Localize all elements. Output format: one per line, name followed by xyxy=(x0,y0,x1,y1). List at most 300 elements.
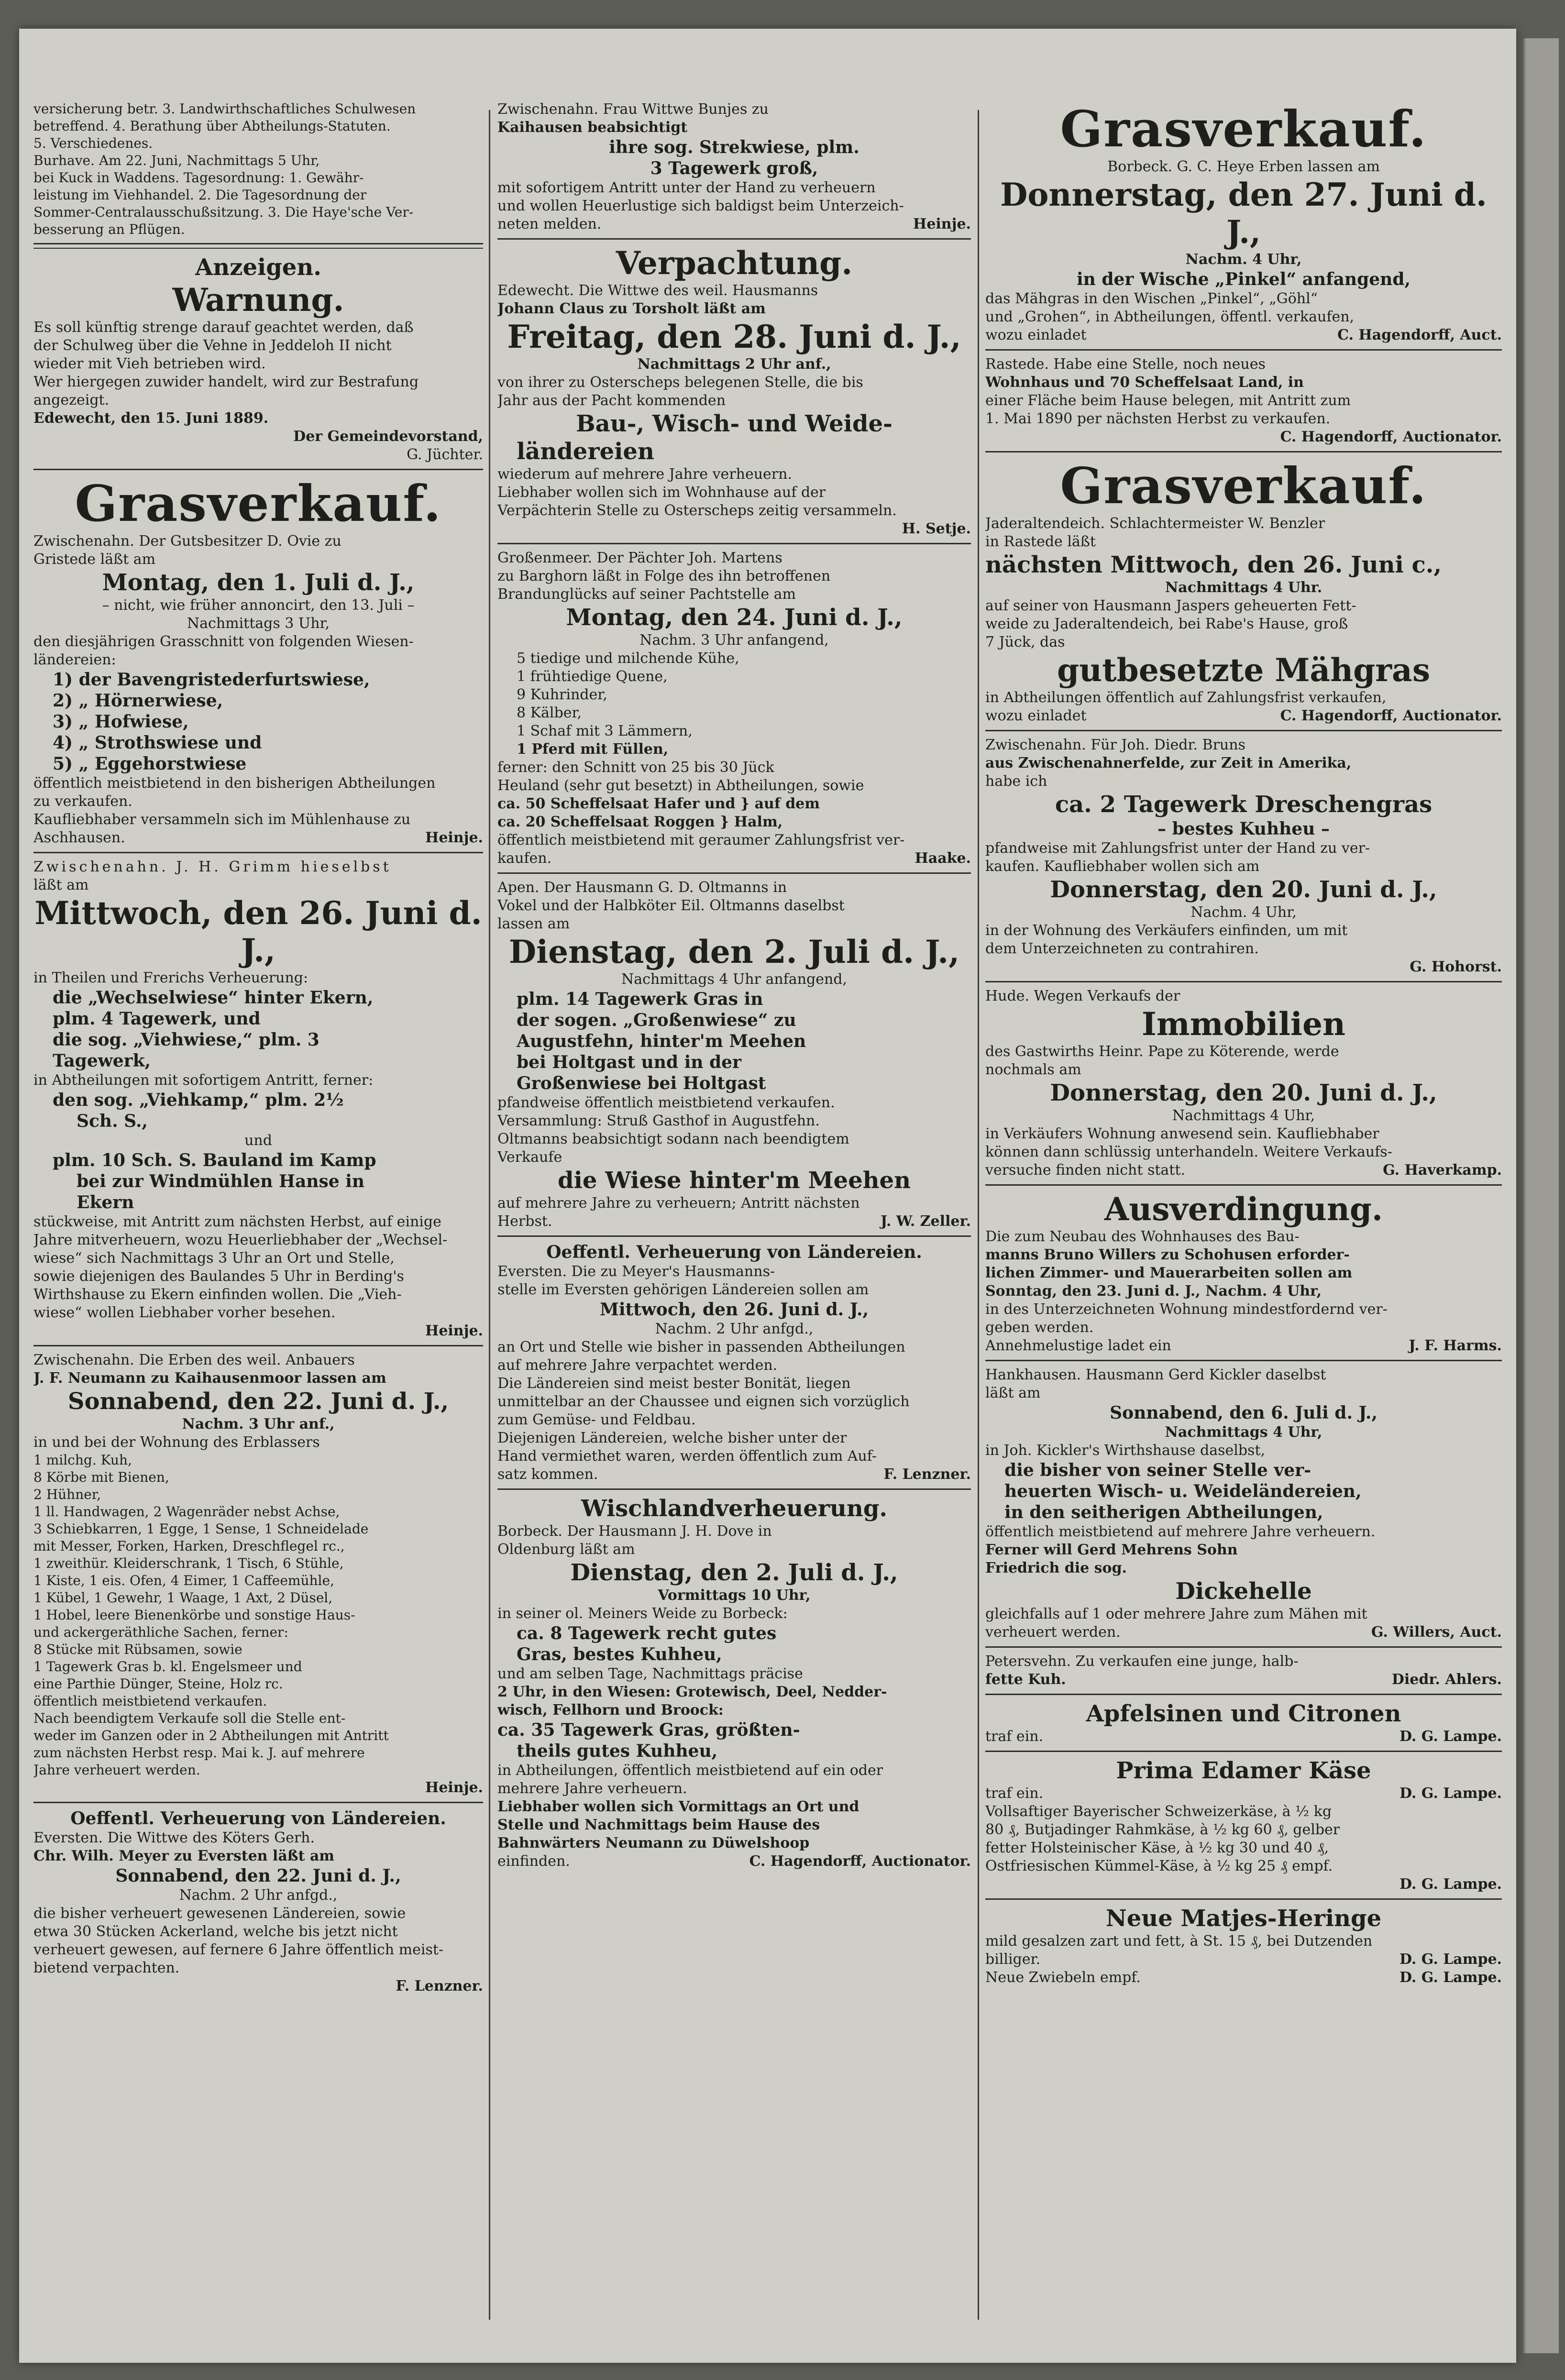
signature: Heinje. xyxy=(913,216,971,232)
text-line: lichen Zimmer- und Mauerarbeiten sollen am xyxy=(985,1265,1353,1281)
text-line: Jahr aus der Pacht kommenden xyxy=(497,392,726,409)
ad-heading: Grasverkauf. xyxy=(1060,456,1427,515)
text-line: unmittelbar an der Chaussee und eignen sich vorzüglich xyxy=(497,1393,910,1410)
signature-line xyxy=(985,1671,1502,1689)
ad-verpachtung xyxy=(497,244,971,538)
divider xyxy=(33,1345,483,1346)
divider xyxy=(33,469,483,470)
text-line: versicherung betr. 3. Landwirthschaftliches Schulwesen xyxy=(33,101,416,117)
text-line: wiese“ wollen Liebhaber vorher besehen. xyxy=(33,1304,336,1321)
text-line: Zwischenahn. Die Erben des weil. Anbauers xyxy=(33,1352,355,1368)
event-date: Montag, den 1. Juli d. J., xyxy=(102,569,415,596)
signature: G. Hohorst. xyxy=(1410,959,1502,975)
bold-line: heuerten Wisch- u. Weideländereien, xyxy=(1004,1481,1362,1501)
text-line: in und bei der Wohnung des Erblassers xyxy=(33,1434,320,1451)
signature: Diedr. Ahlers. xyxy=(1391,1671,1502,1688)
text-line: der Schulweg über die Vehne in Jeddeloh II nicht xyxy=(33,337,392,354)
list-item: 1 Hobel, leere Bienenkörbe und sonstige Haus- xyxy=(33,1607,355,1623)
text-line: Verpächterin Stelle zu Osterscheps zeitig versammeln. xyxy=(497,502,897,519)
event-date: Sonnabend, den 6. Juli d. J., xyxy=(1110,1403,1378,1423)
divider xyxy=(497,872,971,874)
ad-kaese xyxy=(985,1757,1502,1894)
bold-line: Augustfehn, hinter'm Meehen xyxy=(517,1031,806,1051)
text-line: Borbeck. Der Hausmann J. H. Dove in xyxy=(497,1523,772,1540)
text-line: Eversten. Die zu Meyer's Hausmanns- xyxy=(497,1263,775,1280)
text-line: Sommer-Centralausschußsitzung. 3. Die Haye'sche Ver- xyxy=(33,204,414,220)
divider xyxy=(985,1694,1502,1695)
text-line: auf seiner von Hausmann Jaspers geheuerten Fett- xyxy=(985,597,1356,614)
text-line: Brandunglücks auf seiner Pachtstelle am xyxy=(497,586,796,603)
text-line: Vollsaftiger Bayerischer Schweizerkäse, à ½ kg xyxy=(985,1803,1332,1820)
bold-line: plm. 4 Tagewerk, und xyxy=(53,1009,261,1029)
list-item: 8 Körbe mit Bienen, xyxy=(33,1469,169,1485)
bold-line: die bisher von seiner Stelle ver- xyxy=(1004,1460,1312,1480)
text-line: Sonntag, den 23. Juni d. J., Nachm. 4 Uhr, xyxy=(985,1283,1322,1300)
list-item: 1 frühtiedige Quene, xyxy=(517,668,668,685)
text-line: dem Unterzeichneten zu contrahiren. xyxy=(985,940,1259,957)
text-line: Vokel und der Halbköter Eil. Oltmanns daselbst xyxy=(497,897,845,914)
bold-line: theils gutes Kuhheu, xyxy=(517,1741,718,1761)
text-line: Annehmelustige ladet ein xyxy=(985,1337,1171,1354)
list-item: Nach beendigtem Verkaufe soll die Stelle ent- xyxy=(33,1710,346,1726)
text-line: und am selben Tage, Nachmittags präcise xyxy=(497,1665,803,1682)
text-line: in Abtheilungen mit sofortigem Antritt, ferner: xyxy=(33,1072,374,1089)
text-line: die bisher verheuert gewesenen Ländereien, sowie xyxy=(33,1905,406,1922)
event-date: Montag, den 24. Juni d. J., xyxy=(566,604,903,631)
text-line: und „Grohen“, in Abtheilungen, öffentl. verkaufen, xyxy=(985,309,1355,325)
divider xyxy=(985,1646,1502,1648)
bold-line: ca. 8 Tagewerk recht gutes xyxy=(517,1623,777,1643)
text-line: Burhave. Am 22. Juni, Nachmittags 5 Uhr, xyxy=(33,153,320,168)
list-item: 2 Hühner, xyxy=(33,1487,101,1502)
list-item: 1 Kübel, 1 Gewehr, 1 Waage, 1 Axt, 2 Düsel, xyxy=(33,1590,333,1606)
ad-grasverkauf-ovie xyxy=(33,475,483,847)
text-line: öffentlich meistbietend auf mehrere Jahre verheuern. xyxy=(985,1523,1376,1540)
signature: J. F. Harms. xyxy=(1409,1337,1502,1354)
divider xyxy=(33,852,483,853)
text-line: Edewecht. Die Wittwe des weil. Hausmanns xyxy=(497,282,818,299)
bold-line: bei zur Windmühlen Hanse in xyxy=(77,1171,365,1191)
list-item: 1 ll. Handwagen, 2 Wagenräder nebst Achse, xyxy=(33,1504,340,1520)
bold-line: ihre sog. Strekwiese, plm. xyxy=(609,137,860,157)
event-time: Nachm. 4 Uhr, xyxy=(1190,904,1297,921)
signature: D. G. Lampe. xyxy=(1399,1785,1502,1802)
text-line: 80 ₰, Butjadinger Rahmkäse, à ½ kg 60 ₰, gelber xyxy=(985,1821,1340,1838)
agenda-continuation xyxy=(33,100,483,238)
text-line: in Theilen und Frerichs Verheuerung: xyxy=(33,970,309,986)
list-item: 1 Pferd mit Füllen, xyxy=(517,741,669,758)
bold-line: Ekern xyxy=(77,1192,134,1212)
text-line: wozu einladet xyxy=(985,707,1087,724)
place: Aschhausen. xyxy=(33,829,125,846)
bold-line: Bau-, Wisch- und Weide- xyxy=(576,410,893,437)
list-item: 1 Tagewerk Gras b. kl. Engelsmeer und xyxy=(33,1659,302,1675)
text-line: und xyxy=(244,1132,272,1149)
ad-oltmanns xyxy=(497,879,971,1231)
text-line: Apen. Der Hausmann G. D. Oltmanns in xyxy=(497,879,787,896)
text-line: Heuland (sehr gut besetzt) in Abtheilungen, sowie xyxy=(497,777,864,794)
ad-heading: Grasverkauf. xyxy=(1060,100,1427,158)
bold-line: in der Wische „Pinkel“ anfangend, xyxy=(1076,269,1411,289)
bold-line: – bestes Kuhheu – xyxy=(1157,819,1330,839)
text-line: mit sofortigem Antritt unter der Hand zu verheuern xyxy=(497,179,876,196)
ad-kickler xyxy=(985,1366,1502,1642)
text-line: wiederum auf mehrere Jahre verheuern. xyxy=(497,466,792,483)
bold-line: die Wiese hinter'm Meehen xyxy=(558,1167,911,1194)
event-time: Nachmittags 4 Uhr anfangend, xyxy=(621,971,848,988)
divider xyxy=(497,238,971,240)
text-line: in Abtheilungen öffentlich auf Zahlungsfrist verkaufen, xyxy=(985,689,1387,706)
bold-line: Großenwiese bei Holtgast xyxy=(517,1073,766,1093)
text-line: billiger. xyxy=(985,1951,1041,1968)
column-3 xyxy=(985,100,1502,2339)
text-line: Es soll künftig strenge darauf geachtet werden, daß xyxy=(33,319,414,336)
event-time: Nachmittags 2 Uhr anf., xyxy=(637,356,831,373)
text-line: mehrere Jahre verheuern. xyxy=(497,1780,687,1797)
list-item: 8 Kälber, xyxy=(517,705,582,721)
event-time: Nachmittags 3 Uhr, xyxy=(187,615,330,632)
signature-line xyxy=(985,1969,1502,1987)
signature: G. Willers, Auct. xyxy=(1371,1624,1502,1641)
text-line: wisch, Fellhorn und Broock: xyxy=(497,1702,724,1719)
text-line: zum Gemüse- und Feldbau. xyxy=(497,1411,696,1428)
list-item: öffentlich meistbietend verkaufen. xyxy=(33,1693,267,1709)
event-time: Nachmittags 4 Uhr, xyxy=(1165,1424,1323,1441)
event-date: Mittwoch, den 26. Juni d. J., xyxy=(599,1300,869,1320)
text-line: verheuert werden. xyxy=(985,1624,1121,1641)
signature-line xyxy=(985,326,1502,344)
ad-neumann xyxy=(33,1351,483,1797)
bold-line: ca. 2 Tagewerk Dreschengras xyxy=(1055,791,1433,818)
signature: F. Lenzner. xyxy=(883,1466,971,1483)
text-line: fetter Holsteinischer Käse, à ½ kg 30 und 40 ₰, xyxy=(985,1840,1329,1856)
text-line: Ferner will Gerd Mehrens Sohn xyxy=(985,1542,1238,1558)
text-line: Wer hiergegen zuwider handelt, wird zur Bestrafung xyxy=(33,374,419,390)
text-line: einfinden. xyxy=(497,1853,570,1870)
divider xyxy=(985,1751,1502,1752)
text-line: Petersvehn. Zu verkaufen eine junge, halb- xyxy=(985,1653,1299,1670)
text-line: zu verkaufen. xyxy=(33,793,132,810)
divider xyxy=(497,543,971,544)
event-date: Dienstag, den 2. Juli d. J., xyxy=(508,933,960,970)
ad-warnung xyxy=(33,281,483,464)
ad-heading: Oeffentl. Verheuerung von Ländereien. xyxy=(70,1808,446,1829)
list-item: 9 Kuhrinder, xyxy=(517,686,607,703)
bold-line: die „Wechselwiese“ hinter Ekern, xyxy=(53,988,374,1008)
text-line: geben werden. xyxy=(985,1319,1094,1336)
text-line: mild gesalzen zart und fett, à St. 15 ₰, bei Dutzenden xyxy=(985,1933,1373,1950)
bold-line: Tagewerk, xyxy=(53,1051,151,1071)
text-line: besserung an Pflügen. xyxy=(33,221,185,237)
text-line: Friedrich die sog. xyxy=(985,1560,1127,1576)
divider xyxy=(985,1898,1502,1900)
signature: Heinje. xyxy=(425,829,483,846)
ad-heading: Ausverdingung. xyxy=(1104,1190,1383,1228)
event-date: Donnerstag, den 20. Juni d. J., xyxy=(1050,1080,1437,1106)
signature: H. Setje. xyxy=(902,520,971,537)
text-line: Wirthshause zu Ekern einfinden wollen. Die „Vieh- xyxy=(33,1286,402,1303)
ad-heading: Neue Matjes-Heringe xyxy=(1105,1905,1382,1932)
text-line: nochmals am xyxy=(985,1061,1081,1078)
text-line: Oltmanns beabsichtigt sodann nach beendigtem xyxy=(497,1131,849,1147)
text-line: Zwischenahn. Frau Wittwe Bunjes zu xyxy=(497,101,769,118)
text-line: auf mehrere Jahre zu verheuern; Antritt nächsten xyxy=(497,1195,860,1212)
ad-heading: Oeffentl. Verheuerung von Ländereien. xyxy=(546,1242,922,1262)
list-item: 1 zweithür. Kleiderschrank, 1 Tisch, 6 Stühle, xyxy=(33,1555,344,1571)
text-line: an Ort und Stelle wie bisher in passenden Abtheilungen xyxy=(497,1339,905,1355)
text-line: Herbst. xyxy=(497,1213,552,1230)
text-line: in des Unterzeichneten Wohnung mindestfordernd ver- xyxy=(985,1301,1388,1318)
text-line: des Gastwirths Heinr. Pape zu Köterende, werde xyxy=(985,1043,1339,1060)
signature: D. G. Lampe. xyxy=(1399,1728,1502,1745)
event-time: Nachm. 2 Uhr anfgd., xyxy=(179,1887,338,1904)
ad-wischland xyxy=(497,1495,971,1871)
ad-heading: Apfelsinen und Citronen xyxy=(1086,1700,1401,1727)
text-line: wiese“ sich Nachmittags 3 Uhr an Ort und Stelle, xyxy=(33,1250,395,1267)
text-line: satz kommen. xyxy=(497,1466,598,1483)
text-line: Wohnhaus und 70 Scheffelsaat Land, in xyxy=(985,374,1304,391)
list-item: 1 milchg. Kuh, xyxy=(33,1452,132,1468)
event-date: Dienstag, den 2. Juli d. J., xyxy=(570,1559,898,1586)
text-line: wieder mit Vieh betrieben wird. xyxy=(33,355,266,372)
list-item: Jahre verheuert werden. xyxy=(33,1762,200,1778)
ad-martens xyxy=(497,549,971,868)
signature-line xyxy=(985,1161,1502,1179)
divider xyxy=(33,243,483,249)
list-item: 4) „ Strothswiese und xyxy=(53,733,262,753)
text-line: in Rastede läßt xyxy=(985,533,1096,550)
list-item: und ackergeräthliche Sachen, ferner: xyxy=(33,1624,288,1640)
event-date: Sonnabend, den 22. Juni d. J., xyxy=(115,1866,401,1886)
text-line: kaufen. xyxy=(497,850,552,867)
bold-line: den sog. „Viehkamp,“ plm. 2½ xyxy=(53,1090,344,1110)
signature-line xyxy=(985,1337,1502,1355)
text-line: Jaderaltendeich. Schlachtermeister W. Benzler xyxy=(985,515,1325,532)
divider xyxy=(985,451,1502,452)
text-line: wozu einladet xyxy=(985,327,1087,343)
signature-line xyxy=(497,849,971,868)
list-item: 1 Schaf mit 3 Lämmern, xyxy=(517,723,693,739)
event-time: Nachm. 4 Uhr, xyxy=(1185,251,1302,268)
text-line: stelle im Eversten gehörigen Ländereien sollen am xyxy=(497,1281,869,1298)
signature-line xyxy=(985,1623,1502,1642)
ad-oeffentl-meyer xyxy=(33,1808,483,1995)
divider xyxy=(985,349,1502,351)
ad-ahlers xyxy=(985,1653,1502,1689)
text-line: Zwischenahn. J. H. Grimm hieselbst xyxy=(33,859,392,875)
text-line: einer Fläche beim Hause belegen, mit Antritt zum xyxy=(985,392,1351,409)
text-line: manns Bruno Willers zu Schohusen erforder- xyxy=(985,1246,1350,1263)
list-item: eine Parthie Dünger, Steine, Holz rc. xyxy=(33,1676,283,1692)
text-line: können dann schlüssig unterhandeln. Weitere Verkaufs- xyxy=(985,1144,1392,1160)
text-line: Neue Zwiebeln empf. xyxy=(985,1969,1141,1986)
list-item: 2) „ Hörnerwiese, xyxy=(53,691,223,711)
text-line: Gristede läßt am xyxy=(33,551,156,568)
signature: C. Hagendorff, Auct. xyxy=(1337,327,1502,343)
text-line: Kaihausen beabsichtigt xyxy=(497,119,688,136)
signature: G. Jüchter. xyxy=(407,446,483,463)
text-line: Verkaufe xyxy=(497,1149,562,1166)
text-line: in der Wohnung des Verkäufers einfinden, um mit xyxy=(985,922,1348,939)
ad-grasverkauf-benzler xyxy=(985,457,1502,725)
signature: D. G. Lampe. xyxy=(1399,1951,1502,1968)
divider xyxy=(985,1360,1502,1361)
text-line: ca. 20 Scheffelsaat Roggen } Halm, xyxy=(497,814,783,830)
event-time: Nachm. 2 Uhr anfgd., xyxy=(655,1321,814,1337)
text-line: Diejenigen Ländereien, welche bisher unter der xyxy=(497,1430,847,1446)
list-item: zum nächsten Herbst resp. Mai k. J. auf mehrere xyxy=(33,1745,365,1761)
text-line: den diesjährigen Grasschnitt von folgenden Wiesen- xyxy=(33,633,414,650)
ad-heading: Wischlandverheuerung. xyxy=(581,1495,888,1522)
text-line: Eversten. Die Wittwe des Köters Gerh. xyxy=(33,1829,315,1846)
text-line: Zwischenahn. Der Gutsbesitzer D. Ovie zu xyxy=(33,533,342,550)
bold-line: der sogen. „Großenwiese“ zu xyxy=(517,1010,796,1030)
place-date: Edewecht, den 15. Juni 1889. xyxy=(33,410,269,427)
signature: Haake. xyxy=(915,850,971,867)
divider xyxy=(497,1235,971,1237)
signature: Heinje. xyxy=(425,1322,483,1339)
text-line: Liebhaber wollen sich Vormittags an Ort und xyxy=(497,1798,860,1815)
event-date: Sonnabend, den 22. Juni d. J., xyxy=(67,1388,449,1415)
bold-line: ca. 35 Tagewerk Gras, größten- xyxy=(497,1720,800,1740)
ad-heading: Verpachtung. xyxy=(616,244,853,282)
text-line: kaufen. Kaufliebhaber wollen sich am xyxy=(985,858,1260,875)
text-line: das Mähgras in den Wischen „Pinkel“, „Göhl“ xyxy=(985,290,1318,307)
text-line: Versammlung: Struß Gasthof in Augustfehn. xyxy=(497,1113,820,1129)
text-line: in Abtheilungen, öffentlich meistbietend auf ein oder xyxy=(497,1762,883,1779)
signature: J. W. Zeller. xyxy=(880,1213,971,1230)
signature-line xyxy=(33,829,483,847)
event-time: Vormittags 10 Uhr, xyxy=(658,1587,811,1604)
column-rule xyxy=(978,110,979,2320)
signature: F. Lenzner. xyxy=(396,1978,483,1994)
text-line: aus Zwischenahnerfelde, zur Zeit in Amerika, xyxy=(985,755,1352,771)
text-line: angezeigt. xyxy=(33,392,110,408)
bold-line: bei Holtgast und in der xyxy=(517,1052,742,1072)
text-line: auf mehrere Jahre verpachtet werden. xyxy=(497,1357,778,1374)
event-time: Nachmittags 4 Uhr. xyxy=(1165,579,1323,596)
text-line: und wollen Heuerlustige sich baldigst beim Unterzeich- xyxy=(497,198,904,214)
sender: Der Gemeindevorstand, xyxy=(293,428,483,445)
ad-heading: Prima Edamer Käse xyxy=(1116,1757,1371,1784)
bold-line: Sch. S., xyxy=(77,1111,148,1131)
text-line: in seiner ol. Meiners Weide zu Borbeck: xyxy=(497,1605,788,1622)
ad-ausverdingung xyxy=(985,1190,1502,1355)
ad-apfelsinen xyxy=(985,1700,1502,1746)
signature: D. G. Lampe. xyxy=(1399,1969,1502,1986)
ad-oeffentl-meyer-hausmann xyxy=(497,1242,971,1484)
text-line: Borbeck. G. C. Heye Erben lassen am xyxy=(1107,158,1380,175)
bold-line: ländereien xyxy=(517,438,654,465)
text-line: von ihrer zu Osterscheps belegenen Stelle, die bis xyxy=(497,374,863,391)
divider xyxy=(497,1488,971,1490)
text-line: Hankhausen. Hausmann Gerd Kickler daselbst xyxy=(985,1366,1326,1383)
event-date: Donnerstag, den 20. Juni d. J., xyxy=(1050,876,1437,903)
column-2 xyxy=(497,100,971,2339)
text-line: Hand vermiethet waren, werden öffentlich zum Auf- xyxy=(497,1448,877,1465)
list-item: 8 Stücke mit Rübsamen, sowie xyxy=(33,1642,242,1657)
list-item: 1 Kiste, 1 eis. Ofen, 4 Eimer, 1 Caffeemühle, xyxy=(33,1573,334,1588)
text-line: J. F. Neumann zu Kaihausenmoor lassen am xyxy=(33,1370,386,1387)
signature: C. Hagendorff, Auctionator. xyxy=(749,1853,971,1870)
text-line: Ostfriesischen Kümmel-Käse, à ½ kg 25 ₰ empf. xyxy=(985,1858,1333,1874)
text-line: pfandweise öffentlich meistbietend verkaufen. xyxy=(497,1094,835,1111)
text-line: Liebhaber wollen sich im Wohnhause auf der xyxy=(497,484,826,501)
signature: C. Hagendorff, Auctionator. xyxy=(1280,429,1502,445)
text-line: öffentlich meistbietend in den bisherigen Abtheilungen xyxy=(33,775,436,792)
ad-immobilien xyxy=(985,987,1502,1179)
signature-line xyxy=(497,215,971,233)
ad-grasverkauf-heye xyxy=(985,100,1502,344)
text-line: lassen am xyxy=(497,915,570,932)
text-line: leistung im Viehhandel. 2. Die Tagesordnung der xyxy=(33,187,367,203)
list-item: mit Messer, Forken, Harken, Dreschflegel rc., xyxy=(33,1538,345,1554)
event-date: Mittwoch, den 26. Juni d. J., xyxy=(34,894,482,969)
text-line: ca. 50 Scheffelsaat Hafer und } auf dem xyxy=(497,795,820,812)
list-item: weder im Ganzen oder in 2 Abtheilungen mit Antritt xyxy=(33,1728,389,1743)
text-line: Stelle und Nachmittags beim Hause des xyxy=(497,1817,820,1833)
text-line: Chr. Wilh. Meyer zu Eversten läßt am xyxy=(33,1848,335,1864)
text-line: in Joh. Kickler's Wirthshause daselbst, xyxy=(985,1442,1266,1459)
event-date: nächsten Mittwoch, den 26. Juni c., xyxy=(985,551,1442,578)
text-line: stückweise, mit Antritt zum nächsten Herbst, auf einige xyxy=(33,1213,441,1230)
newspaper-page xyxy=(19,29,1516,2363)
list-item: 5 tiedige und milchende Kühe, xyxy=(517,650,739,667)
text-line: verheuert gewesen, auf fernere 6 Jahre öffentlich meist- xyxy=(33,1941,444,1958)
signature: C. Hagendorff, Auctionator. xyxy=(1280,707,1502,724)
divider xyxy=(33,1802,483,1803)
event-time: Nachmittags 4 Uhr, xyxy=(1172,1107,1315,1124)
signature-line xyxy=(497,1212,971,1231)
ad-matjes xyxy=(985,1905,1502,1987)
text-line: läßt am xyxy=(33,877,89,893)
text-line: Bahnwärters Neumann zu Düwelshoop xyxy=(497,1835,810,1851)
event-time: Nachm. 3 Uhr anfangend, xyxy=(639,632,829,649)
bold-line: plm. 10 Sch. S. Bauland im Kamp xyxy=(53,1150,376,1170)
text-line: habe ich xyxy=(985,773,1047,790)
bold-line: gutbesetzte Mähgras xyxy=(1057,651,1430,689)
signature: G. Haverkamp. xyxy=(1383,1162,1502,1179)
text-line: 1. Mai 1890 per nächsten Herbst zu verkaufen. xyxy=(985,410,1331,427)
text-line: Zwischenahn. Für Joh. Diedr. Bruns xyxy=(985,737,1245,753)
text-line: betreffend. 4. Berathung über Abtheilungs-Statuten. xyxy=(33,118,391,134)
text-line: läßt am xyxy=(985,1385,1041,1401)
text-line: etwa 30 Stücken Ackerland, welche bis jetzt nicht xyxy=(33,1923,398,1940)
bold-line: Dickehelle xyxy=(1175,1578,1312,1605)
text-line: 7 Jück, das xyxy=(985,634,1065,650)
text-line: weide zu Jaderaltendeich, bei Rabe's Hause, groß xyxy=(985,616,1348,632)
signature-line xyxy=(985,1728,1502,1746)
ad-grimm xyxy=(33,858,483,1340)
text-line: bei Kuck in Waddens. Tagesordnung: 1. Gewähr- xyxy=(33,170,364,186)
text-line: 5. Verschiedenes. xyxy=(33,135,153,151)
text-line: zu Barghorn läßt in Folge des ihn betroffenen xyxy=(497,568,831,584)
text-line: fette Kuh. xyxy=(985,1671,1066,1688)
ad-bunjes xyxy=(497,100,971,233)
text-line: Oldenburg läßt am xyxy=(497,1541,635,1558)
list-item: 3) „ Hofwiese, xyxy=(53,712,189,732)
text-line: pfandweise mit Zahlungsfrist unter der Hand zu ver- xyxy=(985,840,1370,857)
bold-line: 3 Tagewerk groß, xyxy=(650,158,818,178)
text-line: Hude. Wegen Verkaufs der xyxy=(985,988,1180,1004)
ad-rastede xyxy=(985,355,1502,446)
divider xyxy=(985,1184,1502,1186)
signature-line xyxy=(985,1950,1502,1969)
column-1 xyxy=(33,100,483,2339)
text-line: traf ein. xyxy=(985,1728,1044,1745)
text-line: ländereien: xyxy=(33,651,116,668)
signature-line xyxy=(497,1852,971,1871)
